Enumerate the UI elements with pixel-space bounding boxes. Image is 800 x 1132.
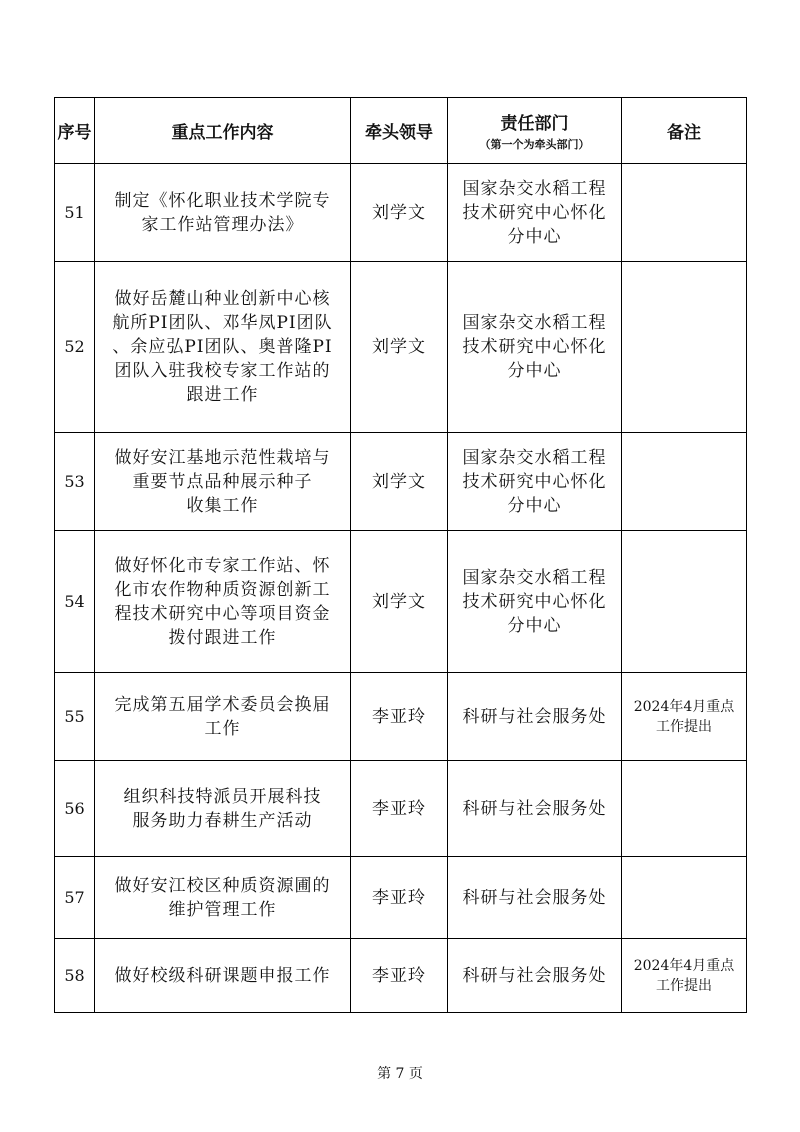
content-line: 做好怀化市专家工作站、怀 — [114, 555, 331, 576]
content-line: 做好安江校区种质资源圃的 — [114, 875, 331, 896]
dept-line: 技术研究中心怀化 — [462, 202, 607, 223]
content-line: 程技术研究中心等项目资金 — [114, 603, 331, 624]
remark — [622, 673, 747, 761]
content-line: 做好岳麓山种业创新中心核 — [114, 289, 331, 309]
header-dept-title: 责任部门 — [500, 114, 569, 134]
dept-line: 技术研究中心怀化 — [462, 591, 607, 612]
table-row — [55, 761, 747, 857]
remark — [622, 939, 747, 1013]
table-row — [55, 673, 747, 761]
header-note: 备注 — [622, 98, 747, 164]
lead-person: 李亚玲 — [351, 673, 448, 761]
table-row — [55, 433, 747, 531]
row-number: 54 — [55, 531, 95, 673]
content-line: 工作 — [204, 718, 241, 739]
work-content — [95, 673, 351, 761]
dept-line: 科研与社会服务处 — [462, 798, 607, 819]
lead-person: 刘学文 — [351, 262, 448, 433]
work-content — [95, 433, 351, 531]
table-row — [55, 531, 747, 673]
responsible-dept — [448, 673, 622, 761]
work-table — [54, 97, 747, 1013]
content-line: 维护管理工作 — [168, 899, 277, 920]
lead-person: 刘学文 — [351, 531, 448, 673]
table-row — [55, 857, 747, 939]
lead-person: 李亚玲 — [351, 857, 448, 939]
dept-line: 分中心 — [507, 495, 562, 516]
header-content: 重点工作内容 — [95, 98, 351, 164]
page-number: 第 7 页 — [377, 1066, 423, 1082]
responsible-dept — [448, 761, 622, 857]
remark — [622, 164, 747, 262]
responsible-dept — [448, 531, 622, 673]
dept-line: 科研与社会服务处 — [462, 887, 607, 908]
content-line: 服务助力春耕生产活动 — [132, 810, 313, 831]
dept-line: 技术研究中心怀化 — [462, 471, 607, 492]
remark — [622, 262, 747, 433]
table-row — [55, 164, 747, 262]
row-number: 58 — [55, 939, 95, 1013]
responsible-dept — [448, 857, 622, 939]
responsible-dept — [448, 262, 622, 433]
work-content — [95, 939, 351, 1013]
table-row — [55, 262, 747, 433]
content-line: 重要节点品种展示种子 — [132, 471, 313, 492]
responsible-dept — [448, 939, 622, 1013]
work-content — [95, 531, 351, 673]
dept-line: 科研与社会服务处 — [462, 965, 607, 986]
content-line: 制定《怀化职业技术学院专 — [114, 190, 331, 211]
content-line: 化市农作物种质资源创新工 — [114, 579, 331, 600]
content-line: 做好校级科研课题申报工作 — [114, 965, 331, 986]
table-header-row — [55, 98, 747, 164]
lead-person: 刘学文 — [351, 164, 448, 262]
dept-line: 国家杂交水稻工程 — [462, 567, 607, 588]
note-line: 工作提出 — [656, 718, 712, 735]
content-line: 组织科技特派员开展科技 — [123, 786, 322, 807]
content-line: 拨付跟进工作 — [168, 627, 277, 648]
row-number: 55 — [55, 673, 95, 761]
row-number: 51 — [55, 164, 95, 262]
content-line: 做好安江基地示范性栽培与 — [114, 447, 331, 468]
content-line: 跟进工作 — [186, 385, 259, 405]
dept-line: 国家杂交水稻工程 — [462, 178, 607, 199]
content-line: 团队入驻我校专家工作站的 — [114, 361, 331, 381]
content-line: 完成第五届学术委员会换届 — [114, 694, 331, 715]
row-number: 52 — [55, 262, 95, 433]
responsible-dept — [448, 164, 622, 262]
lead-person: 李亚玲 — [351, 761, 448, 857]
dept-line: 国家杂交水稻工程 — [462, 447, 607, 468]
note-line: 工作提出 — [656, 977, 712, 994]
dept-line: 技术研究中心怀化 — [462, 337, 607, 357]
header-dept — [448, 98, 622, 164]
lead-person: 李亚玲 — [351, 939, 448, 1013]
work-content — [95, 761, 351, 857]
note-line: 2024年4月重点 — [633, 698, 735, 715]
header-lead: 牵头领导 — [351, 98, 448, 164]
remark — [622, 433, 747, 531]
work-content — [95, 262, 351, 433]
work-content — [95, 857, 351, 939]
lead-person: 刘学文 — [351, 433, 448, 531]
table-row — [55, 939, 747, 1013]
content-line: 收集工作 — [186, 495, 259, 516]
content-line: 家工作站管理办法》 — [141, 214, 304, 235]
content-line: 、余应弘PI团队、奥普隆PI — [112, 337, 333, 357]
dept-line: 国家杂交水稻工程 — [462, 313, 607, 333]
row-number: 56 — [55, 761, 95, 857]
table-body — [55, 164, 747, 1013]
row-number: 53 — [55, 433, 95, 531]
header-no: 序号 — [55, 98, 95, 164]
content-line: 航所PI团队、邓华凤PI团队 — [112, 313, 333, 333]
work-content — [95, 164, 351, 262]
dept-line: 分中心 — [507, 226, 562, 247]
row-number: 57 — [55, 857, 95, 939]
dept-line: 科研与社会服务处 — [462, 706, 607, 727]
header-dept-subtitle: （第一个为牵头部门） — [479, 138, 590, 151]
dept-line: 分中心 — [507, 361, 562, 381]
remark — [622, 857, 747, 939]
note-line: 2024年4月重点 — [633, 957, 735, 974]
responsible-dept — [448, 433, 622, 531]
dept-line: 分中心 — [507, 615, 562, 636]
remark — [622, 531, 747, 673]
remark — [622, 761, 747, 857]
